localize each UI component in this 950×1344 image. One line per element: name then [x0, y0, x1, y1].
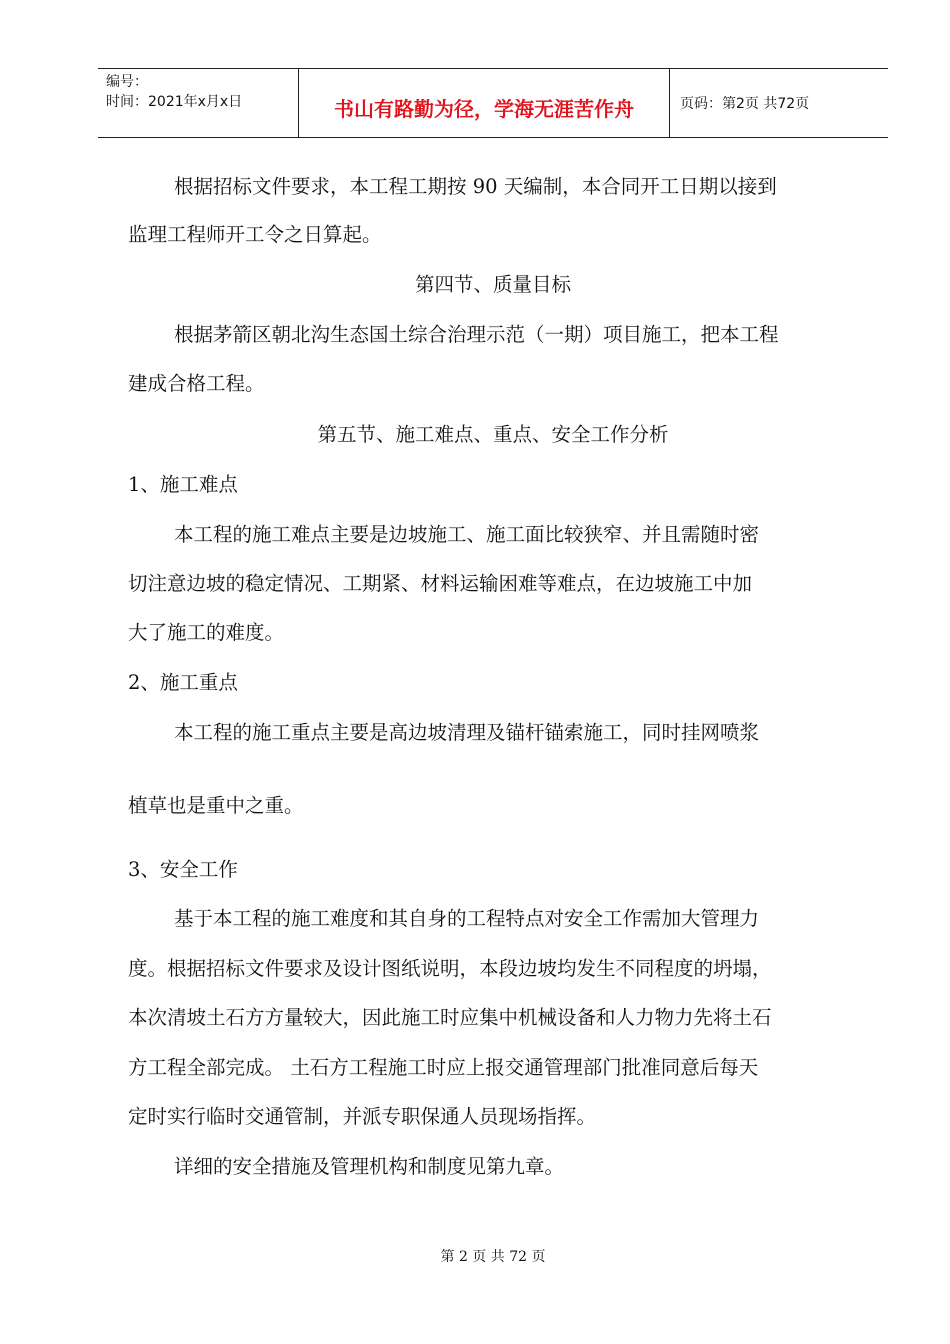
- paragraph-line: 植草也是重中之重。: [128, 794, 304, 817]
- header-page-cell: [670, 69, 888, 137]
- paragraph-line: 详细的安全措施及管理机构和制度见第九章。: [174, 1155, 565, 1178]
- paragraph-line: 本工程的施工难点主要是边坡施工、施工面比较狭窄、并且需随时密: [174, 523, 760, 546]
- doc-time-label: 时间：2021年x月x日: [106, 94, 243, 110]
- subheading: 2、施工重点: [128, 671, 238, 694]
- paragraph-line: 度。根据招标文件要求及设计图纸说明，本段边坡均发生不同程度的坍塌，: [128, 957, 772, 980]
- paragraph-line: 定时实行临时交通管制，并派专职保通人员现场指挥。: [128, 1105, 597, 1128]
- paragraph-line: 监理工程师开工令之日算起。: [128, 223, 382, 246]
- paragraph-line: 方工程全部完成。 土石方工程施工时应上报交通管理部门批准同意后每天: [128, 1056, 759, 1079]
- doc-number-label: 编号：: [106, 74, 148, 90]
- paragraph-line: 根据招标文件要求，本工程工期按 90 天编制，本合同开工日期以接到: [174, 175, 777, 198]
- section-heading: 第四节、质量目标: [414, 273, 571, 296]
- page-footer: 第 2 页 共 72 页: [440, 1249, 546, 1265]
- subheading: 1、施工难点: [128, 473, 238, 496]
- header-motto: 书山有路勤为径，学海无涯苦作舟: [334, 97, 634, 121]
- subheading: 3、安全工作: [128, 858, 238, 881]
- paragraph-line: 本工程的施工重点主要是高边坡清理及锚杆锚索施工，同时挂网喷浆: [174, 721, 760, 744]
- section-heading: 第五节、施工难点、重点、安全工作分析: [317, 423, 669, 446]
- header-info-cell: [98, 69, 299, 137]
- page-header: [98, 68, 888, 138]
- header-page-code: 页码：第2页 共72页: [680, 96, 810, 112]
- paragraph-line: 建成合格工程。: [128, 372, 265, 395]
- paragraph-line: 基于本工程的施工难度和其自身的工程特点对安全工作需加大管理力: [174, 907, 760, 930]
- paragraph-line: 切注意边坡的稳定情况、工期紧、材料运输困难等难点，在边坡施工中加: [128, 572, 753, 595]
- paragraph-line: 本次清坡土石方方量较大，因此施工时应集中机械设备和人力物力先将土石: [128, 1006, 772, 1029]
- header-motto-cell: [299, 69, 670, 137]
- paragraph-line: 大了施工的难度。: [128, 621, 285, 644]
- paragraph-line: 根据茅箭区朝北沟生态国土综合治理示范（一期）项目施工，把本工程: [174, 323, 779, 346]
